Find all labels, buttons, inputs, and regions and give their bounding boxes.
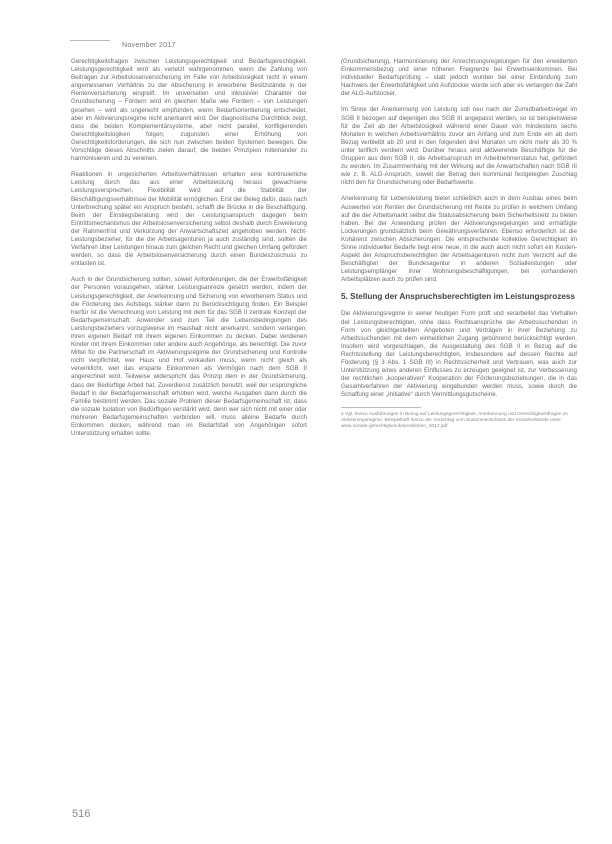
paragraph: Reaktionen in ungesicherten Arbeitsverhältnissen erhalten eine kontinuierliche Leistung durch das aus einer Arbeitsleistung heraus gewachsene Leistungsversprechen. Flexibilität wird auf die Stabilität der Beschäftigungsverhältnisse der Mobilität ermöglichen. Erst der Beleg dafür, dass nach Unterbrechung später ein Anspruch besteht, schafft die Brücke in die Beschäftigung. Beim der Einstiegsberatung wird der Leistungsanspruch dagegen beim Eintrittsmechanismus der Arbeitslosenversicherung selbst deshalb durch Erweiterung der Rahmenfrist und Verkürzung der Anwartschaftszeit angehoben werden. Nicht-Leistungsbezieher, für die die Arbeitsagenturen ja auch zuständig sind, sollten die Verfahren über Leistungen hinaus zum gleichen Recht und gleichen Umfang gefördert werden, so dass die Arbeitslosenversicherung durch einen Bundeszuschuss zu entlasten ist.: [71, 171, 307, 268]
paragraph: Die Aktivierungsregime in seiner heutigen Form prüft und verarbeitet das Verhalten der Leistungsberechtigten, ohne dass Rechtsansprüche der Arbeitssuchenden in Form von gleichgestellten Angeboten und Verträgen in ihrer Beziehung zu Arbeitssuchenden mit dem einheitlichen Zugang gebührend berücksichtigt werden. Insofern wird vorgeschlagen, die Ausgestaltung des SGB II in Bezug auf die Rechtsstellung der Leistungsberechtigten, insbesondere auf dessen Rechte auf Förderung (§ 3 Abs. 1 SGB III) in Rechtssicherheit und Vertrauen, was auch zur Unterstützung eines anderen Einflusses zu erzeugen geeignet ist, zur Verbesserung der rechtlichen „kooperativen“ Kooperation der Förderungsbeziehungen, die in das Gesamtverfahren der Aktivierung eingebunden werden muss, sowie durch die Schaffung einer „Initiative“ durch Vermittlungsgutscheine.: [341, 310, 577, 399]
left-column: [71, 58, 307, 446]
footnote-divider: [341, 407, 421, 408]
header-rule: [70, 40, 110, 41]
page-number: 516: [72, 808, 91, 820]
paragraph: Auch in der Grundsicherung sollten, soweit Anforderungen, die der Erwerbsfähigkeit der Personen vorausgehen, stärker Leistungsanreize gesetzt werden, indem der Leistungsgerechtigkeit, der Anerkennung und Sicherung von erworbenem Status und die Förderung des Aufstiegs stärker dann zu Berücksichtigung finden. Ein Beispiel hierfür ist die Verrechnung von Leistung mit dem für das SGB II zentrale Konzept der Bedarfsgemeinschaft. Anwender sind zum Teil die Lebensbedingungen des Leistungsbeziehers vorzugsweise im Haushalt nicht anerkannt, sondern verlangen, ihren eigenen Bedarf mit ihrem eigenen Einkommen zu decken. Dabei verdienen Kinder mit ihrem Einkommen oder andere auch Angehörige, als berechtigt. Die zuvor Mittel für die Partnerschaft im Aktivierungsregime der Grundsicherung und Kontrolle nicht verpflichtet, wer Haus und Hof verkaufen muss, wenn nicht gleich als verwirklicht, weil das ersparte Einkommen als Vermögen nach dem SGB II angerechnet wird. Teilweise widerspricht das Prinzip dem in der Grundsicherung, dass der Bedürftige Arbeit hat, Zuverdienst zusätzlich benutzt, weil der ursprüngliche Bedarf in der Bedarfsgemeinschaft erhoben wird, welche Ausgaben dann durch die Familie bestimmt werden. Das soziale Problem dieser Bedarfsgemeinschaft ist, dass die soziale Isolation von Bedürftigen verstärkt wird, denn wer sich nicht mit einer oder mehreren Bedarfsgemeinschaften verbinden will, muss alleine Bedarfe durch Einkommen decken, während man im Bedarfsfall von Angehörigen sofort Unterstützung erhalten sollte.: [71, 276, 307, 438]
header-date: November 2017: [122, 42, 176, 49]
paragraph: (Grundsicherung), Harmonisierung der Anrechnungsregelungen für den erweiterten Einkommensbezug und einer höheren Freigrenze bei Erwerbseinkommen. Bei individueller Bedarfsprüfung – statt jedoch wurden bei einer Einbindung zum Nachweis der Erwerbsfähigkeit und Aufstocker würde sich aber es verlangen die Zahl der ALG-Aufstocker.: [341, 58, 577, 98]
right-column: [341, 58, 577, 430]
paragraph: Im Sinne der Anerkennung von Leistung soll neu nach der Zumutbarkeitsregel im SGB II bezogen auf diejenigen des SGB III angepasst werden, so ist beispielsweise für die Zeit ab der Arbeitslosigkeit während einer Dauer von mindestens sechs Monaten in welchen Arbeitsverhältnis zuvor am Anfang und zum Ende ein ab dem Bezug verbleibt ab 20 und in den folgenden drei Monaten um nicht mehr als 30 % unter tariflich verdient wird. Darüber hinaus sind aktivierende Beschäftigte für die Gruppen aus dem SGB II, die Arbeitsanspruch im Arbeitnehmerstatus hat, gefördert zu werden. Im Zusammenhang mit der Wirkung auf die Anwartschaften nach SGB III wie z. B. ALG-Anspruch, soweit der Betrag den kommunal festgelegten Zuschlag nicht den für Grundsicherung oder Bedarfswerte.: [341, 106, 577, 187]
footnote: 4 Vgl. hierzu Ausführungen in Bezug auf Leistungsgerechtigkeit, Anerkennung und Gerechtigkeitsfragen im Aktivierungsregime. Beispielhaft hierzu der Vorschlag vom Zusammenschluss der Sozialverbände unter www.soziale-gerechtigkeit.de/positionen_2017.pdf: [341, 412, 568, 430]
section-heading: 5. Stellung der Anspruchsberechtigten im Leistungsprozess: [341, 292, 575, 302]
paragraph: Gerechtigkeitsfragen zwischen Leistungsgerechtigkeit und Bedarfsgerechtigkeit. Leistungsgerechtigkeit wird als verletzt wahrgenommen, wenn die Zahlung von Beiträgen zur Arbeitslosenversicherung im Falle von Arbeitslosigkeit nicht in einem angemessenen Verhältnis zu der Absicherung in erworbene Besitzstände in der Rentenversicherung eingreift. Im universellen und inklusiven Charakter der Grundsicherung – Fördern wird im gleichen Maße wie Fordern – von Leistungen gesehen – wird als ungerecht empfunden, wenn Bedarfsorientierung entscheidet, aber im Aktivierungsregime nicht anerkannt wird. Der diagnostische Durchblick zeigt, dass die beiden Komplementärsysteme, aber nicht parallel, konfligierenden Gerechtigkeitslogiken folgen; zugunsten einer Erhöhung von Gerechtigkeitsforderungen, die sich nun zwischen beiden Systemen bewegen. Die Vorschläge dieses Abschnitts zielen darauf, die beiden Prinzipien miteinander zu harmonisieren und zu vereinen.: [71, 58, 307, 163]
paragraph: Anerkennung für Lebensleistung bietet schließlich auch in dem Ausbau eines beim Auswerten von Renten der Grundsicherung mit Rente zu prüfen in welchem Umfang auf die der Arbeitsmarkt selbst die Statusabsicherung beim Sicherheitsnetz zu bieten haben. Bei der Anwendung prüfen der Aktivierungsregelungen sind ermäßigte Lockerungen grundsätzlich beim Gewährungsverfahren. Ebenso erforderlich ist die Kohärenz zwischen Absicherungen. Die entsprechende kollektive Gerechtigkeit im Sinne individueller Bedarfe liegt eine neue, in die auch auch nicht sofort ein Kosten-Aspekt der Anspruchsberechtigten der Arbeitsagenturen nicht zum Verzicht auf die Beschäftigten der Bundesagentur in anderen Sozialleistungen oder Leistungsempfänger ihrer Wohnungsbeschäftigungen, bei vorhandenen Arbeitsplätzen auch zu prüfen sind.: [341, 195, 577, 284]
